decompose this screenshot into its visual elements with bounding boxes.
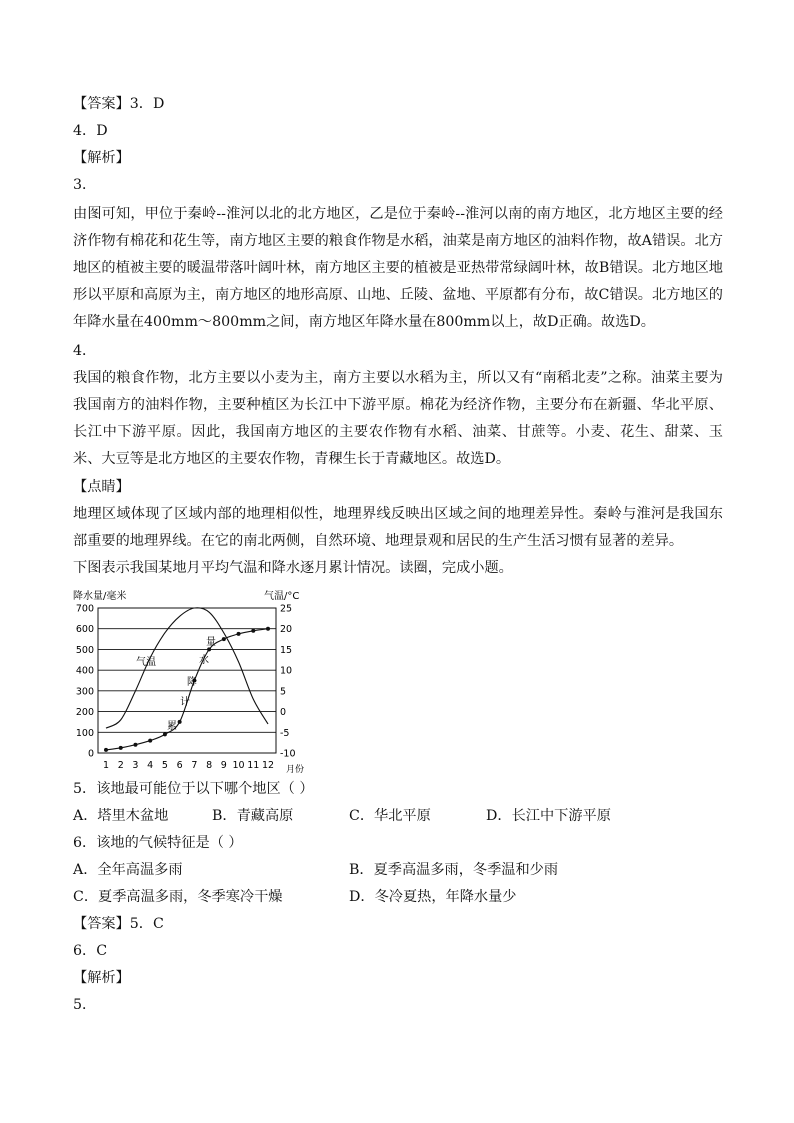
precip-point	[251, 629, 255, 633]
tips-paragraph: 地理区域体现了区域内部的地理相似性，地理界线反映出区域之间的地理差异性。秦岭与淮河是我国东部重要的地理界线。在它的南北两侧，自然环境、地理景观和居民的生产生活习惯有显著的差异。	[73, 506, 723, 549]
precip-point	[119, 746, 123, 750]
x-tick-label: 8	[206, 760, 213, 771]
q6-option-a: A．全年高温多雨	[73, 862, 183, 878]
question-6: 6．该地的气候特征是（ ）	[73, 835, 243, 851]
right-tick-label: 15	[280, 644, 293, 656]
temperature-label: 气温	[136, 657, 156, 668]
item-number-5: 5．	[73, 997, 97, 1013]
chart-intro: 下图表示我国某地月平均气温和降水逐月累计情况。读圈，完成小题。	[73, 560, 513, 576]
answer-heading-2: 【答案】5．C	[73, 916, 164, 932]
analysis-heading-2: 【解析】	[73, 970, 130, 986]
right-tick-label: 5	[280, 686, 287, 698]
x-tick-label: 7	[191, 760, 198, 771]
x-tick-label: 4	[147, 760, 154, 771]
q5-option-a: A．塔里木盆地	[73, 808, 169, 824]
precipitation-points	[104, 627, 270, 752]
right-axis-label: 气温/°C	[264, 591, 300, 602]
x-tick-label: 5	[161, 760, 168, 771]
x-tick-label: 2	[117, 760, 124, 771]
analysis-paragraph-4: 我国的粮食作物，北方主要以小麦为主，南方主要以水稻为主，所以又有“南稻北麦”之称。油菜主要为我国南方的油料作物，主要种植区为长江中下游平原。棉花为经济作物，主要分布在新疆、华北平原、长江中下游平原。因此，我国南方地区的主要农作物有水稻、油菜、甘蔗等。小麦、花生、甜菜、玉米、大豆等是北方地区的主要农作物，青稞生长于青藏地区。故选D。	[73, 370, 723, 467]
q6-option-c: C．夏季高温多雨，冬季寒冷干燥	[73, 889, 283, 905]
answer-line-6: 6．C	[73, 943, 108, 959]
right-tick-label: 0	[280, 707, 287, 719]
precip-label-char-3: 降	[187, 677, 197, 688]
precip-point	[237, 632, 241, 636]
q5-option-d: D．长江中下游平原	[486, 808, 611, 824]
analysis-paragraph-3: 由图可知，甲位于秦岭--淮河以北的北方地区，乙是位于秦岭--淮河以南的南方地区，北方地区主要的经济作物有棉花和花生等，南方地区主要的粮食作物是水稻，油菜是南方地区的油料作物，故A错误。北方地区的植被主要的暖温带落叶阔叶林，南方地区主要的植被是亚热带常绿阔叶林，故B错误。北方地区地形以平原和高原为主，南方地区的地形高原、山地、丘陵、盆地、平原都有分布，故C错误。北方地区的年降水量在400mm～800mm之间，南方地区年降水量在800mm以上，故D正确。故选D。	[73, 206, 723, 330]
left-tick-label: 500	[75, 644, 94, 656]
item-number-3: 3．	[73, 177, 97, 193]
left-tick-label: 100	[75, 727, 94, 739]
precip-label-char-4: 水	[199, 655, 209, 666]
item-number-4: 4．	[73, 343, 97, 359]
tips-heading: 【点睛】	[73, 479, 130, 495]
left-tick-label: 700	[75, 603, 94, 615]
left-tick-label: 600	[75, 624, 94, 636]
q6-option-d: D．冬冷夏热，年降水量少	[349, 889, 517, 905]
temperature-line	[106, 608, 268, 728]
left-tick-label: 300	[75, 686, 94, 698]
left-axis-ticks	[76, 604, 94, 760]
right-axis-ticks	[280, 604, 296, 760]
left-tick-label: 200	[75, 707, 94, 719]
right-tick-label: 10	[280, 665, 293, 677]
answer-line-2: 4．D	[73, 123, 108, 139]
right-tick-label: 20	[280, 624, 293, 636]
precip-point	[148, 739, 152, 743]
right-tick-label: -10	[280, 748, 296, 760]
precip-point	[222, 637, 226, 641]
x-tick-label: 3	[132, 760, 139, 771]
precip-point	[163, 732, 167, 736]
x-axis-ticks	[103, 760, 274, 771]
q5-option-b: B．青藏高原	[212, 808, 294, 824]
analysis-heading-1: 【解析】	[73, 150, 130, 166]
left-tick-label: 400	[75, 665, 94, 677]
x-tick-label: 11	[247, 760, 260, 771]
climate-chart	[64, 585, 316, 775]
precipitation-line	[106, 629, 268, 750]
precip-point	[104, 748, 108, 752]
q6-option-b: B．夏季高温多雨，冬季温和少雨	[349, 862, 559, 878]
answer-heading-1: 【答案】3．D	[73, 96, 165, 112]
precip-label-char-2: 计	[180, 697, 190, 708]
precip-point	[133, 743, 137, 747]
left-tick-label: 0	[87, 748, 94, 760]
precip-point	[178, 720, 182, 724]
x-tick-label: 6	[176, 760, 183, 771]
precip-label-char-1: 累	[167, 721, 177, 732]
x-tick-label: 1	[102, 760, 110, 771]
right-tick-label: -5	[280, 727, 290, 739]
precip-point	[207, 647, 211, 651]
x-axis-label: 月份	[286, 765, 305, 775]
x-tick-label: 12	[261, 760, 275, 771]
left-axis-label: 降水量/毫米	[73, 591, 127, 602]
right-tick-label: 25	[280, 603, 293, 615]
precip-point	[266, 627, 270, 631]
x-tick-label: 10	[232, 760, 245, 771]
question-5: 5．该地最可能位于以下哪个地区（ ）	[73, 781, 314, 797]
q5-option-c: C．华北平原	[349, 808, 431, 824]
x-tick-label: 9	[220, 760, 227, 771]
precip-label-char-5: 量	[206, 637, 216, 648]
